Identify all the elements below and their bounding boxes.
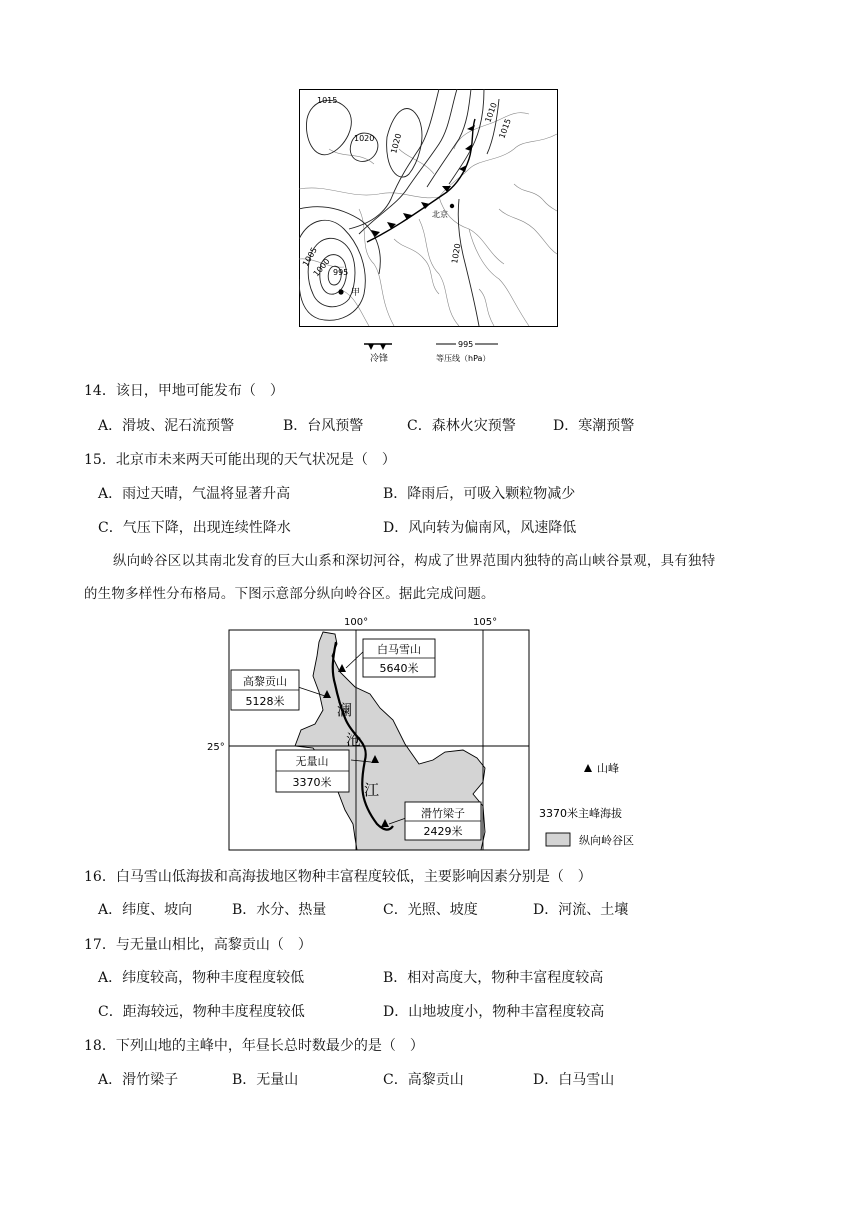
question-16-stem: 16．白马雪山低海拔和高海拔地区物种丰富程度较低，主要影响因素分别是（ ） — [84, 869, 592, 885]
legend-elev-text: 主峰海拔 — [578, 807, 622, 820]
lon-105-label: 105° — [473, 617, 498, 628]
legend-isobar-value: 995 — [458, 340, 474, 349]
isobar-label: 1005 — [300, 245, 319, 268]
legend-peak-icon — [584, 764, 592, 772]
legend-peak: 山峰 — [597, 762, 619, 775]
q18-option-d[interactable]: D．白马雪山 — [533, 1072, 615, 1088]
weather-legend-svg — [360, 336, 530, 366]
isobar-label: 1020 — [450, 242, 463, 265]
river-char: 沧 — [346, 731, 362, 749]
peak-elevation: 3370米 — [292, 776, 332, 789]
q18-option-c[interactable]: C．高黎贡山 — [383, 1072, 464, 1088]
q14-option-b[interactable]: B．台风预警 — [283, 418, 364, 434]
weather-map — [299, 89, 558, 327]
q17-option-a[interactable]: A．纬度较高，物种丰度程度较低 — [98, 970, 305, 986]
peak-name: 滑竹梁子 — [421, 807, 465, 820]
weather-map-svg — [299, 89, 558, 327]
peak-elevation: 2429米 — [423, 825, 463, 838]
q16-option-d[interactable]: D．河流、土壤 — [533, 902, 629, 918]
jia-marker — [338, 289, 343, 294]
beijing-marker — [450, 204, 454, 208]
valley-map-svg — [205, 612, 660, 854]
q14-option-d[interactable]: D．寒潮预警 — [553, 418, 635, 434]
isobar-label: 1015 — [497, 117, 513, 140]
passage-line-1: 纵向岭谷区以其南北发育的巨大山系和深切河谷，构成了世界范围内独特的高山峡谷景观，具有独特 — [113, 554, 716, 569]
place-beijing: 北京 — [432, 210, 448, 219]
peak-name: 高黎贡山 — [243, 675, 287, 688]
peak-name: 无量山 — [295, 755, 329, 768]
isobar-label: 1010 — [483, 101, 499, 124]
weather-legend — [360, 336, 530, 366]
question-18-stem: 18．下列山地的主峰中，年昼长总时数最少的是（ ） — [84, 1038, 424, 1054]
q17-option-b[interactable]: B．相对高度大，物种丰富程度较高 — [383, 970, 604, 986]
peak-elevation: 5128米 — [245, 695, 285, 708]
q16-option-b[interactable]: B．水分、热量 — [232, 902, 327, 918]
peak-name: 白马雪山 — [377, 643, 421, 656]
isobar-label: 995 — [333, 268, 349, 277]
legend-isobar-text: 等压线（hPa） — [436, 354, 491, 363]
q15-option-c[interactable]: C．气压下降，出现连续性降水 — [98, 520, 291, 536]
q15-option-b[interactable]: B．降雨后，可吸入颗粒物减少 — [383, 486, 576, 502]
passage-line-2: 的生物多样性分布格局。下图示意部分纵向岭谷区。据此完成问题。 — [84, 587, 495, 602]
q15-option-a[interactable]: A．雨过天晴，气温将显著升高 — [98, 486, 291, 502]
q14-option-a[interactable]: A．滑坡、泥石流预警 — [98, 418, 235, 434]
q16-option-c[interactable]: C．光照、坡度 — [383, 902, 478, 918]
place-jia: 甲 — [351, 288, 361, 298]
q18-option-a[interactable]: A．滑竹梁子 — [98, 1072, 179, 1088]
valley-map — [205, 612, 660, 854]
legend-elev-value: 3370米 — [539, 807, 578, 820]
q15-option-d[interactable]: D．风向转为偏南风，风速降低 — [383, 520, 577, 536]
question-17-stem: 17．与无量山相比，高黎贡山（ ） — [84, 937, 312, 953]
river-char: 澜 — [337, 701, 353, 719]
isobar-label: 1000 — [311, 256, 332, 279]
question-14-stem: 14．该日，甲地可能发布（ ） — [84, 383, 284, 399]
isobar-label: 1020 — [354, 134, 375, 143]
q14-option-c[interactable]: C．森林火灾预警 — [407, 418, 516, 434]
q16-option-a[interactable]: A．纬度、坡向 — [98, 902, 193, 918]
q18-option-b[interactable]: B．无量山 — [232, 1072, 299, 1088]
isobar-label: 1015 — [317, 96, 338, 105]
question-15-stem: 15．北京市未来两天可能出现的天气状况是（ ） — [84, 452, 396, 468]
legend-region-swatch — [546, 833, 570, 846]
peak-elevation: 5640米 — [379, 662, 419, 675]
isobar-label: 1020 — [389, 132, 404, 155]
q17-option-c[interactable]: C．距海较远，物种丰度程度较低 — [98, 1004, 305, 1020]
legend-cold-front: 冷锋 — [370, 354, 389, 364]
lat-25-label: 25° — [207, 742, 225, 753]
q17-option-d[interactable]: D．山地坡度小，物种丰富程度较高 — [383, 1004, 605, 1020]
river-char: 江 — [364, 781, 380, 799]
lon-100-label: 100° — [344, 617, 369, 628]
legend-region: 纵向岭谷区 — [579, 834, 634, 847]
